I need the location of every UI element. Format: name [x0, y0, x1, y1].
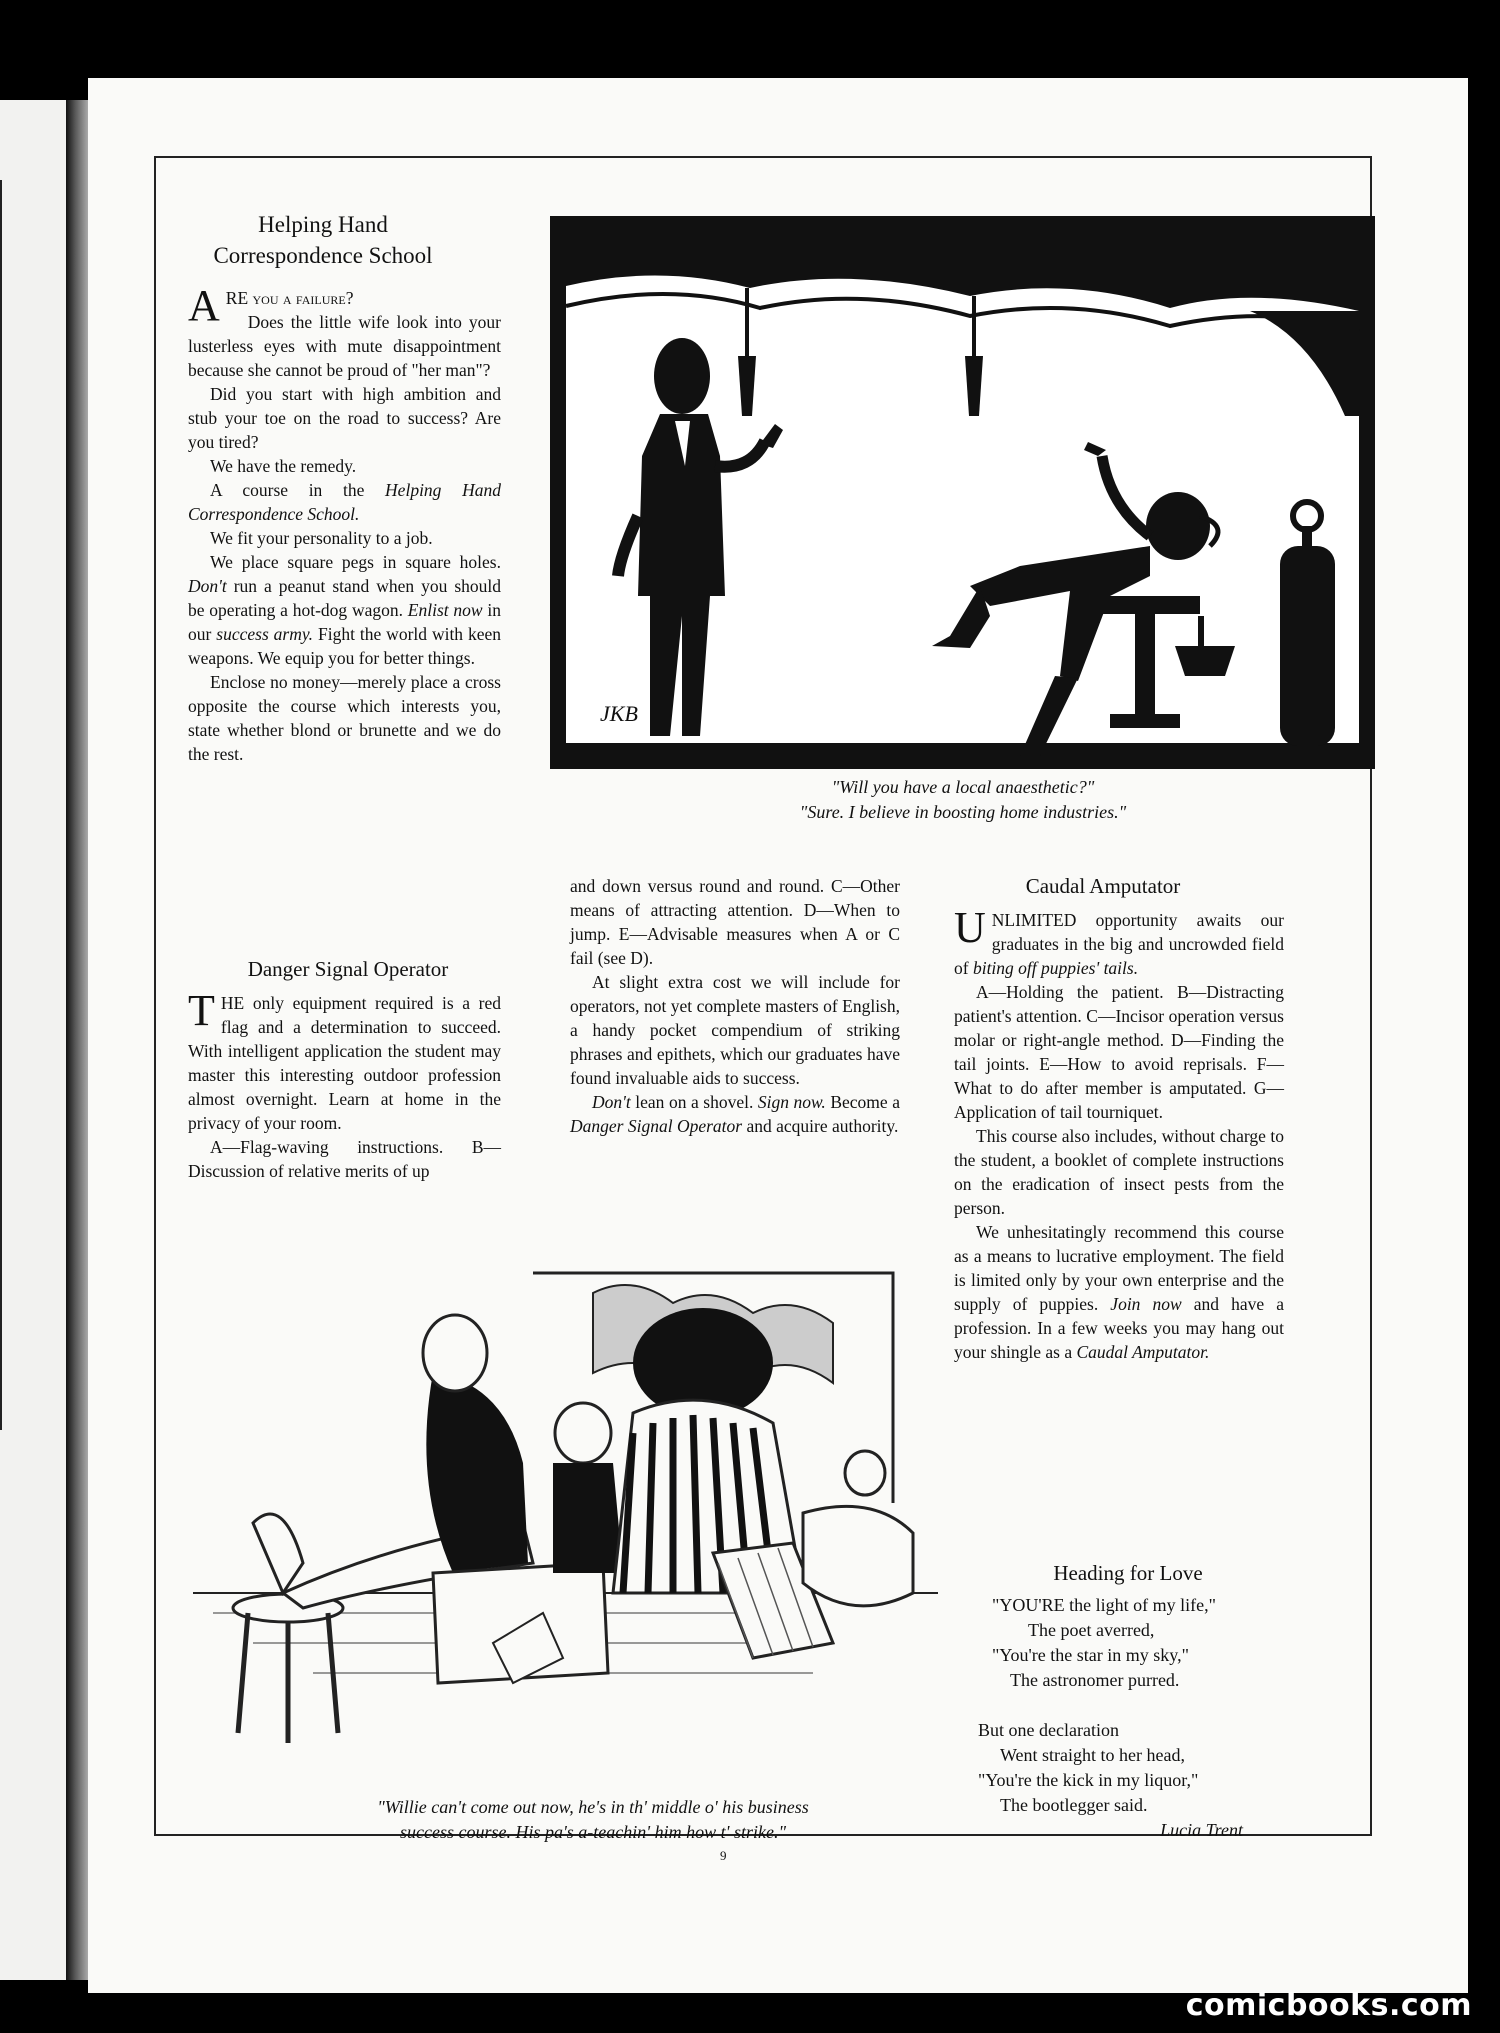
- family-caption: "Willie can't come out now, he's in th' middle o' his business success course. His pa's a-teachin' him how t' strike.": [377, 1797, 809, 1842]
- poem-body: [978, 1593, 1298, 1843]
- dentist-silhouette-illustration: [550, 216, 1375, 769]
- poem-line: "You're the kick in my liquor,": [978, 1770, 1199, 1790]
- poem-line: "YOU'RE the light of my life,": [992, 1595, 1216, 1615]
- poem-heading: Heading for Love: [1053, 1561, 1203, 1585]
- artist-monogram: JKB: [600, 701, 638, 726]
- page-number: 9: [720, 1848, 727, 1863]
- poem-line: The astronomer purred.: [1010, 1670, 1180, 1690]
- danger-signal-body-col1: THE only equipment required is a red flag and a determination to succeed. With intelligent application the student may master this interesting outdoor profession almost overnight. Learn at home in the privacy of your room. A—Flag-waving instructions. B—Discussion of relative merits of up: [188, 986, 501, 1181]
- helping-hand-heading: Helping Hand Correspondence School: [213, 212, 433, 268]
- danger-signal-heading: Danger Signal Operator: [247, 957, 449, 981]
- site-watermark: comicbooks.com: [1185, 1988, 1472, 2023]
- danger-signal-body-col2: and down versus round and round. C—Other means of attracting attention. D—When to jump. E—Advisable measures when A or C fail (see D). At slight extra cost we will include for operators, not yet complete masters of English, a handy pocket compendium of striking phrases and epithets, which our graduates have found invaluable aids to success. Don't lean on a shovel. Sign now. Become a Danger Signal Operator and acquire authority.: [570, 876, 900, 1136]
- family-strike-illustration: [193, 1263, 938, 1798]
- poem-line: The poet averred,: [1028, 1620, 1155, 1640]
- poem-line: Went straight to her head,: [1000, 1745, 1185, 1765]
- caudal-amputator-body: UNLIMITED opportunity awaits our graduates in the big and uncrowded field of biting off puppies' tails. A—Holding the patient. B—Distracting patient's attention. C—Incisor operation versus molar or right-angle method. D—Finding the tail joints. E—How to avoid reprisals. F—What to do after member is amputated. G—Application of tail tourniquet. This course also includes, without charge to the student, a booklet of complete instructions on the eradication of insect pests from the person. We unhesitatingly recommend this course as a means to lucrative employment. The field is limited only by your own enterprise and the supply of puppies. Join now and have a profession. In a few weeks you may hang out your shingle as a Caudal Amputator.: [954, 903, 1284, 1362]
- poem-line: "You're the star in my sky,": [992, 1645, 1189, 1665]
- book-gutter: [66, 100, 88, 1980]
- caudal-amputator-heading: Caudal Amputator: [1025, 874, 1181, 898]
- poem-line: But one declaration: [978, 1720, 1119, 1740]
- poem-line: The bootlegger said.: [1000, 1795, 1148, 1815]
- facing-page-edge: [0, 100, 66, 1980]
- dentist-caption: "Will you have a local anaesthetic?" "Sure. I believe in boosting home industries.": [799, 777, 1127, 822]
- helping-hand-body: ARE you a failure? Does the little wife look into your lusterless eyes with mute disappointment because she cannot be proud of "her man"? Did you start with high ambition and stub your toe on the road to success? Are you tired? We have the remedy. A course in the Helping Hand Correspondence School. We fit your personality to a job. We place square pegs in square holes. Don't run a peanut stand when you should be operating a hot-dog wagon. Enlist now in our success army. Fight the world with keen weapons. We equip you for better things. Enclose no money—merely place a cross opposite the course which interests you, state whether blond or brunette and we do the rest.: [188, 281, 502, 764]
- poem-author: Lucia Trent: [1160, 1820, 1243, 1840]
- magazine-page: [88, 78, 1468, 1993]
